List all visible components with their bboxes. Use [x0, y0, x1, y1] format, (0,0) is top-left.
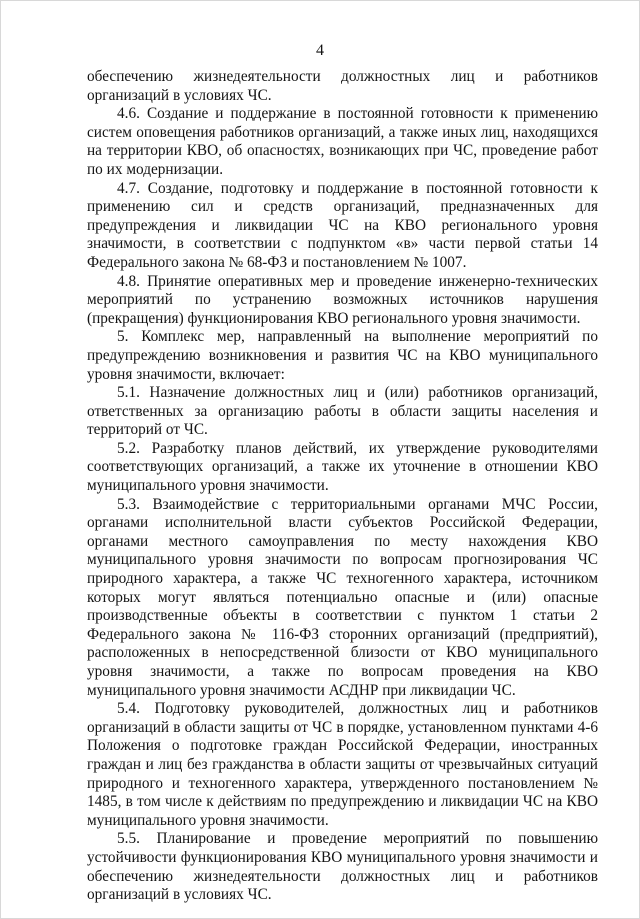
- paragraph-5-2: 5.2. Разработку планов действий, их утверждение руководителями соответствующих организаций, а также их уточнение в отношении КВО муниципального уровня значимости.: [87, 439, 598, 495]
- paragraph-continuation: обеспечению жизнедеятельности должностных лиц и работников организаций в условиях ЧС.: [87, 68, 598, 104]
- paragraph-5-3: 5.3. Взаимодействие с территориальными органами МЧС России, органами исполнительной власти субъектов Российской Федерации, органами местного самоуправления по месту нахождения КВО муниципального уровня значимости по вопросам прогнозирования ЧС природного характера, а также ЧС техногенного характера, источником которых могут являться потенциально опасные и (или) опасные производственные объекты в соответствии с пунктом 1 статьи 2 Федерального закона № 116-ФЗ сторонних организаций (предприятий), расположенных в непосредственной близости от КВО муниципального уровня значимости, а также по вопросам проведения на КВО муниципального уровня значимости АСДНР при ликвидации ЧС.: [87, 495, 598, 699]
- paragraph-4-6: 4.6. Создание и поддержание в постоянной готовности к применению систем оповещения работников организаций, а также иных лиц, находящихся на территории КВО, об опасностях, возникающих при ЧС, проведение работ по их модернизации.: [87, 105, 598, 178]
- document-body: [87, 68, 598, 905]
- paragraph-4-8: 4.8. Принятие оперативных мер и проведение инженерно-технических мероприятий по устранению возможных источников нарушения (прекращения) функционирования КВО регионального уровня значимости.: [87, 272, 598, 327]
- paragraph-5-5: 5.5. Планирование и проведение мероприятий по повышению устойчивости функционирования КВО муниципального уровня значимости и обеспечению жизнедеятельности должностных лиц и работников организаций в условиях ЧС.: [87, 830, 598, 904]
- paragraph-5-4: 5.4. Подготовку руководителей, должностных лиц и работников организаций в области защиты от ЧС в порядке, установленном пунктами 4-6 Положения о подготовке граждан Российской Федерации, иностранных граждан и лиц без гражданства в области защиты от чрезвычайных ситуаций природного и техногенного характера, утвержденного постановлением № 1485, в том числе к действиям по предупреждению и ликвидации ЧС на КВО муниципального уровня значимости.: [87, 700, 598, 829]
- page-number: 4: [316, 42, 324, 59]
- paragraph-4-7: 4.7. Создание, подготовку и поддержание в постоянной готовности к применению сил и средств организаций, предназначенных для предупреждения и ликвидации ЧС на КВО регионального уровня значимости, в соответствии с подпунктом «в» части первой статьи 14 Федерального закона № 68-ФЗ и постановлением № 1007.: [87, 179, 598, 271]
- paragraph-5: 5. Комплекс мер, направленный на выполнение мероприятий по предупреждению возникновения и развития ЧС на КВО муниципального уровня значимости, включает:: [87, 328, 598, 383]
- paragraph-5-1: 5.1. Назначение должностных лиц и (или) работников организаций, ответственных за организацию работы в области защиты населения и территорий от ЧС.: [87, 384, 598, 439]
